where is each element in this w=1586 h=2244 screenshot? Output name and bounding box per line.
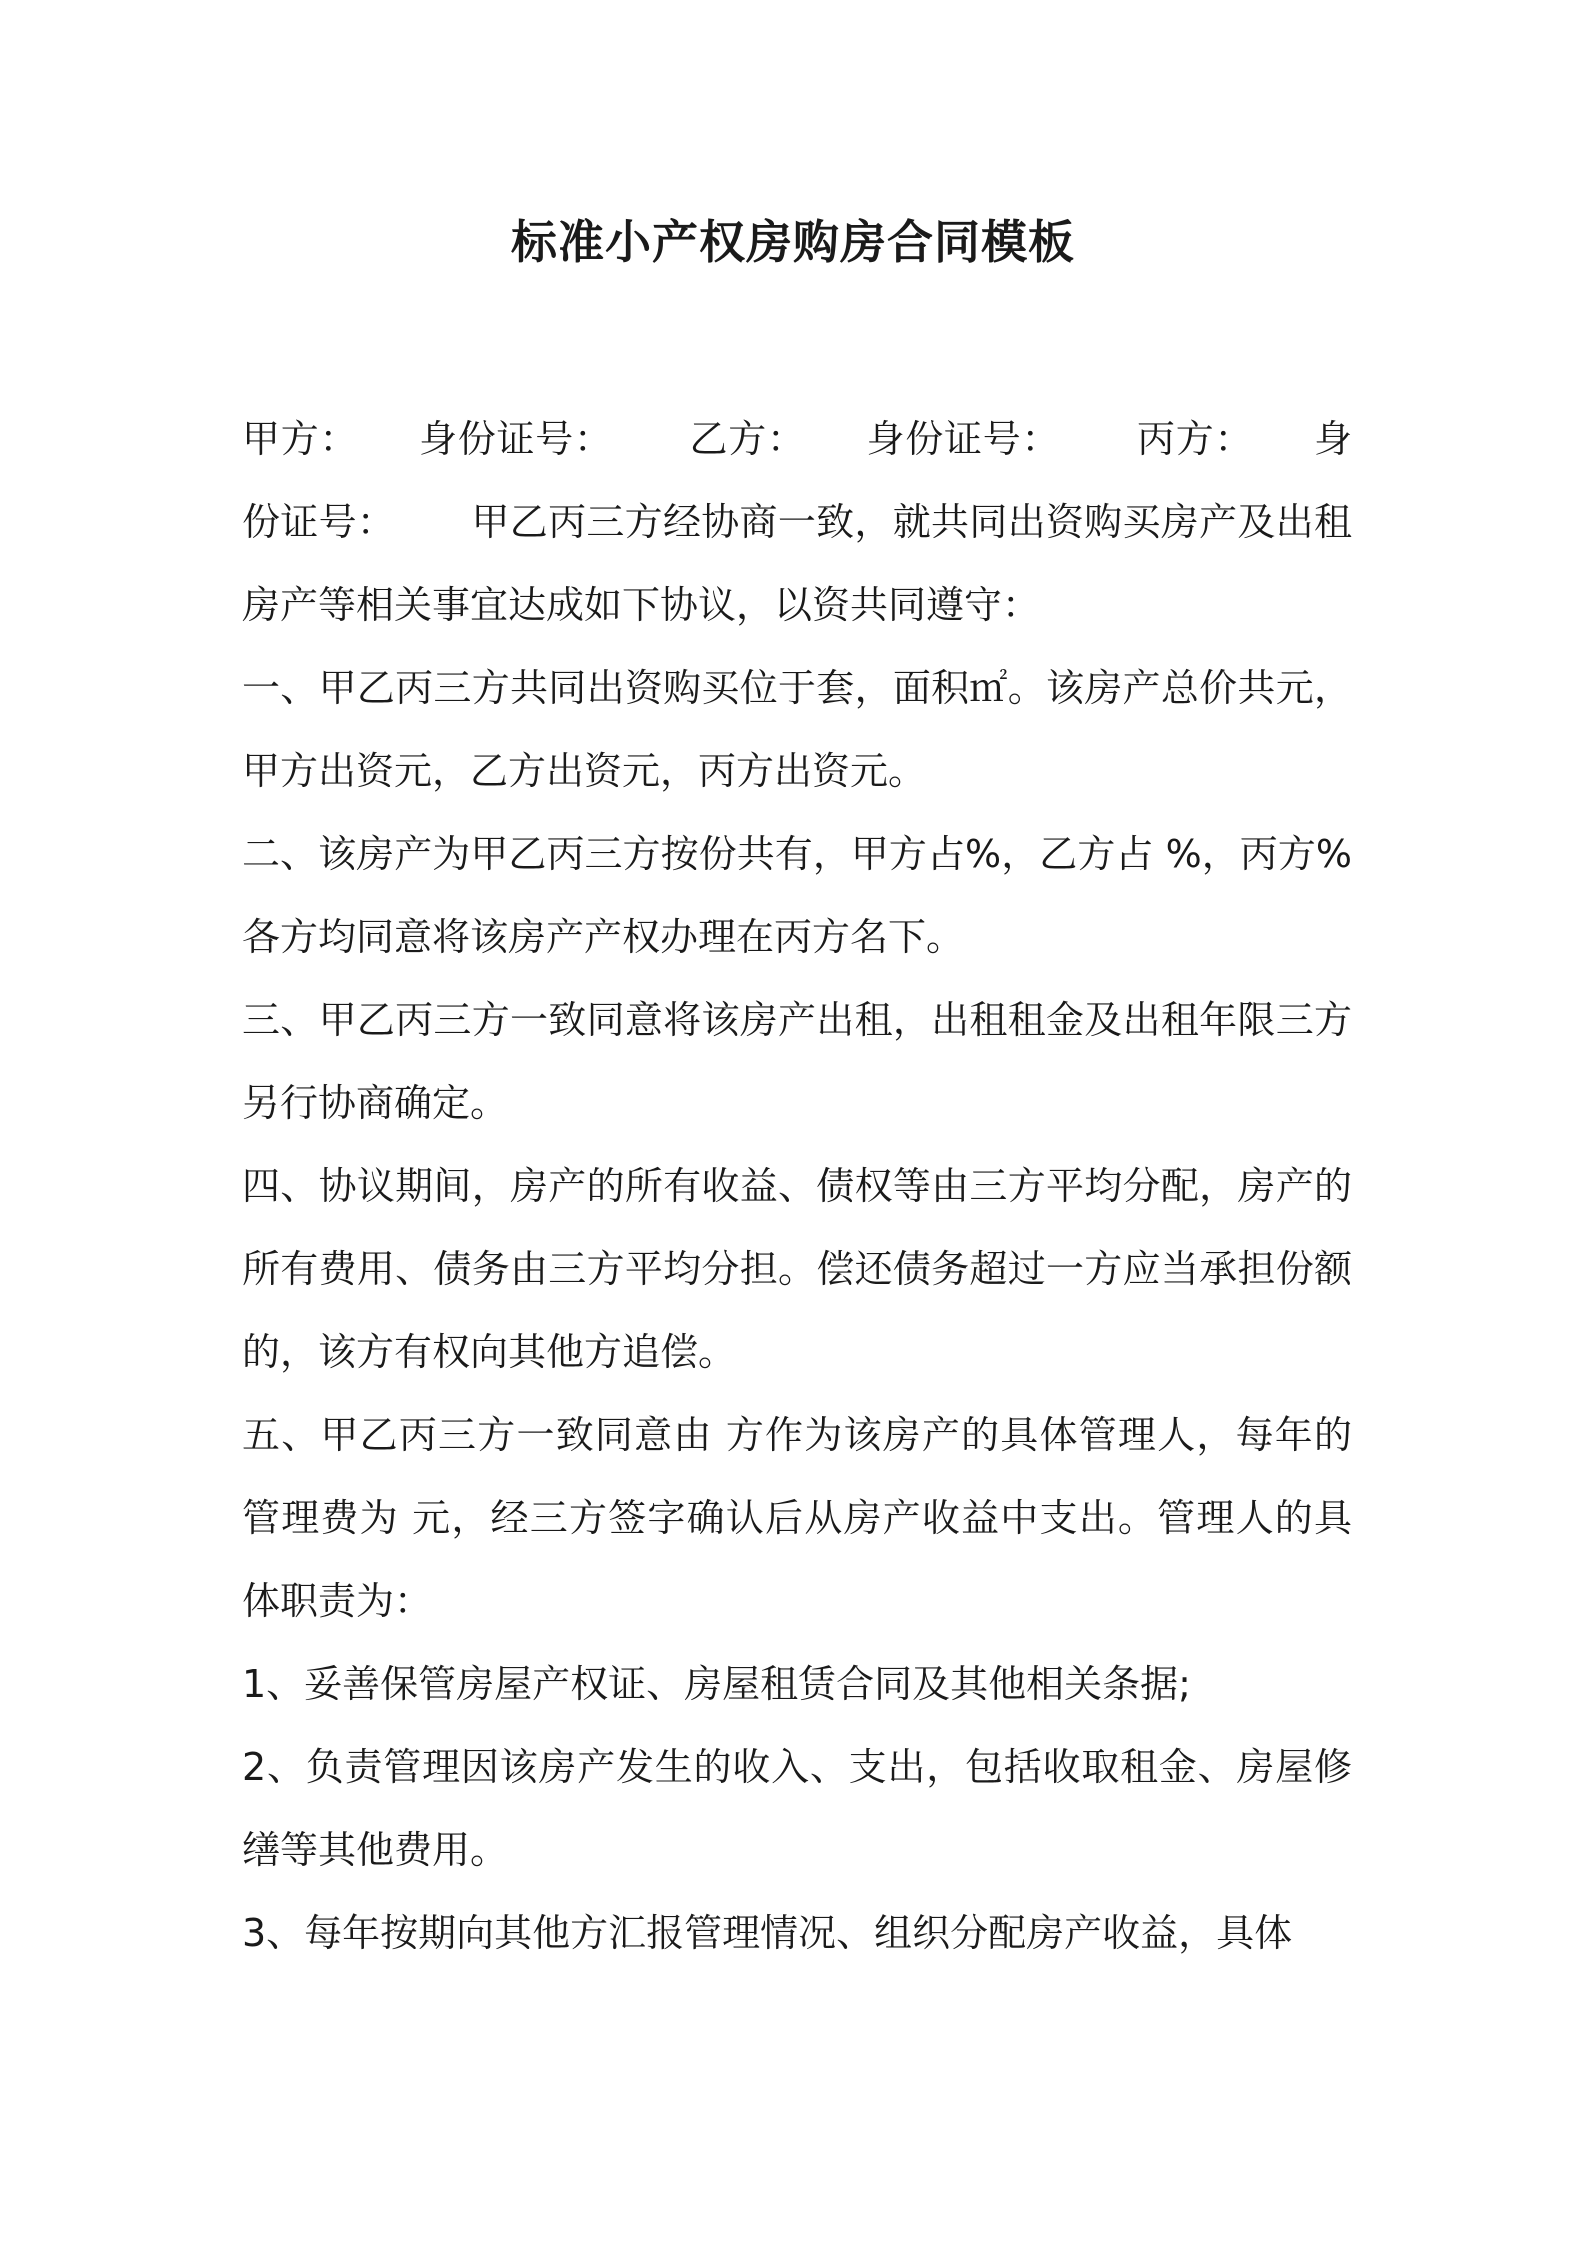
party-a-label: 甲方： <box>242 417 359 461</box>
clause-5: 五、甲乙丙三方一致同意由 方作为该房产的具体管理人，每年的管理费为 元，经三方签字确认后从房产收益中支出。管理人的具体职责为： <box>242 1413 1352 1623</box>
party-c-label: 丙方： <box>1136 417 1254 461</box>
party-b-label: 乙方： <box>688 417 806 461</box>
clause-1: 一、甲乙丙三方共同出资购买位于套，面积㎡。该房产总价共元，甲方出资元，乙方出资元，丙方出资元。 <box>242 666 1352 793</box>
party-b-id-label: 身份证号： <box>865 417 1061 461</box>
document-body <box>242 398 1352 1975</box>
parties-paragraph <box>242 398 1352 647</box>
duty-1: 1、妥善保管房屋产权证、房屋租赁合同及其他相关条据; <box>242 1662 1191 1706</box>
duty-2: 2、负责管理因该房产发生的收入、支出，包括收取租金、房屋修缮等其他费用。 <box>242 1745 1352 1872</box>
clause-3: 三、甲乙丙三方一致同意将该房产出租，出租租金及出租年限三方另行协商确定。 <box>242 998 1352 1125</box>
document-title: 标准小产权房购房合同模板 <box>511 215 1075 269</box>
party-a-id-label: 身份证号： <box>418 417 613 461</box>
duty-3: 3、每年按期向其他方汇报管理情况、组织分配房产收益，具体 <box>242 1911 1293 1955</box>
clause-2: 二、该房产为甲乙丙三方按份共有，甲方占%，乙方占 %，丙方%各方均同意将该房产产权办理在丙方名下。 <box>242 832 1352 959</box>
party-c-id-label: 身份证号： <box>242 417 1352 544</box>
intro-text: 甲乙丙三方经协商一致，就共同出资购买房产及出租房产等相关事宜达成如下协议，以资共同遵守： <box>242 500 1352 627</box>
clause-4: 四、协议期间，房产的所有收益、债权等由三方平均分配，房产的所有费用、债务由三方平均分担。偿还债务超过一方应当承担份额的，该方有权向其他方追偿。 <box>242 1164 1352 1374</box>
